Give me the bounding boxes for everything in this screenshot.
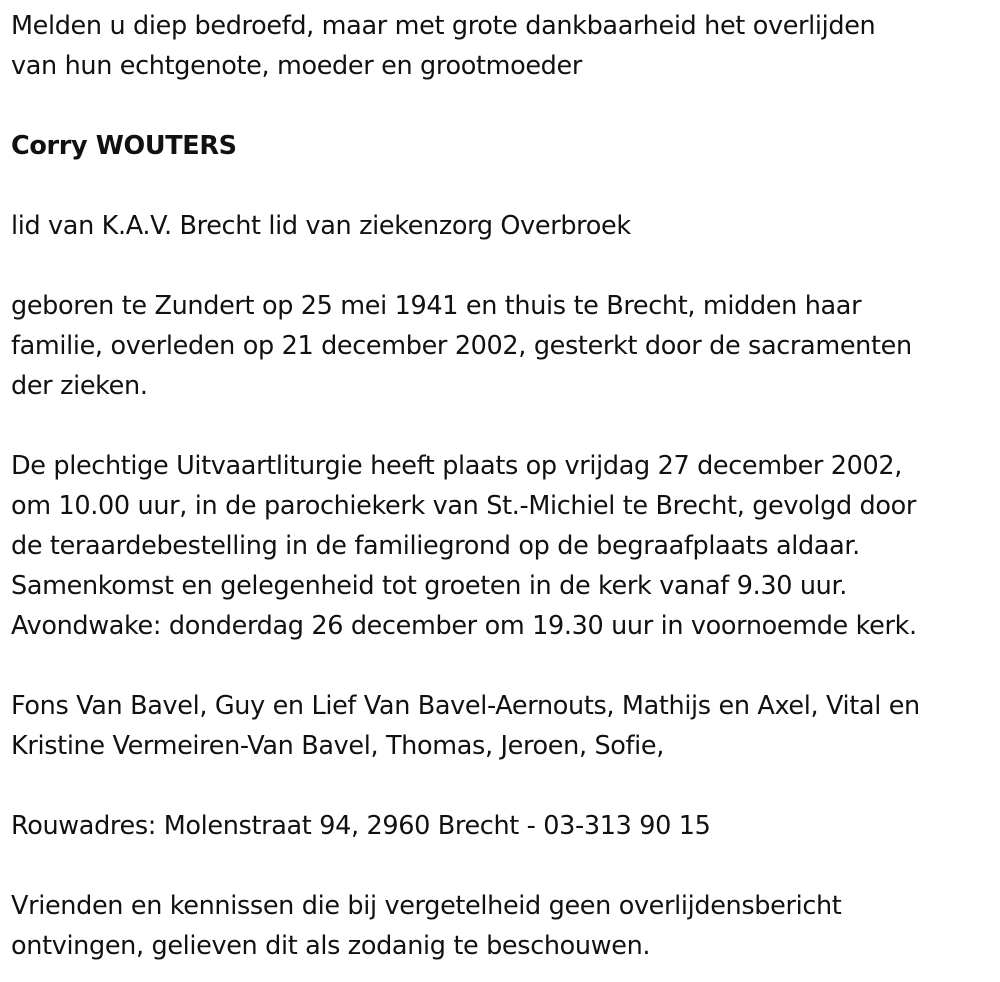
funeral-paragraph — [11, 446, 990, 646]
intro-line: Melden u diep bedroefd, maar met grote dankbaarheid het overlijden — [11, 11, 876, 41]
family-line: Kristine Vermeiren-Van Bavel, Thomas, Jeroen, Sofie, — [11, 731, 664, 761]
closing-paragraph — [11, 886, 990, 966]
family-paragraph — [11, 686, 990, 766]
intro-paragraph — [11, 6, 990, 86]
funeral-line: De plechtige Uitvaartliturgie heeft plaats op vrijdag 27 december 2002, — [11, 451, 903, 481]
deceased-name: Corry WOUTERS — [11, 131, 237, 161]
memberships-paragraph — [11, 206, 990, 246]
funeral-line: de teraardebestelling in de familiegrond op de begraafplaats aldaar. — [11, 531, 860, 561]
birth-death-line: geboren te Zundert op 25 mei 1941 en thuis te Brecht, midden haar — [11, 291, 862, 321]
birth-death-paragraph — [11, 286, 990, 406]
closing-line: Vrienden en kennissen die bij vergetelheid geen overlijdensbericht — [11, 891, 842, 921]
family-line: Fons Van Bavel, Guy en Lief Van Bavel-Aernouts, Mathijs en Axel, Vital en — [11, 691, 920, 721]
memberships-line: lid van K.A.V. Brecht lid van ziekenzorg Overbroek — [11, 211, 631, 241]
deceased-name-paragraph — [11, 126, 990, 166]
funeral-line: Avondwake: donderdag 26 december om 19.30 uur in voornoemde kerk. — [11, 611, 917, 641]
funeral-line: om 10.00 uur, in de parochiekerk van St.-Michiel te Brecht, gevolgd door — [11, 491, 917, 521]
closing-line: ontvingen, gelieven dit als zodanig te beschouwen. — [11, 931, 651, 961]
funeral-line: Samenkomst en gelegenheid tot groeten in de kerk vanaf 9.30 uur. — [11, 571, 847, 601]
mourning-address: Rouwadres: Molenstraat 94, 2960 Brecht - 03-313 90 15 — [11, 811, 711, 841]
birth-death-line: familie, overleden op 21 december 2002, gesterkt door de sacramenten — [11, 331, 912, 361]
intro-line: van hun echtgenote, moeder en grootmoeder — [11, 51, 582, 81]
address-paragraph — [11, 806, 990, 846]
birth-death-line: der zieken. — [11, 371, 148, 401]
